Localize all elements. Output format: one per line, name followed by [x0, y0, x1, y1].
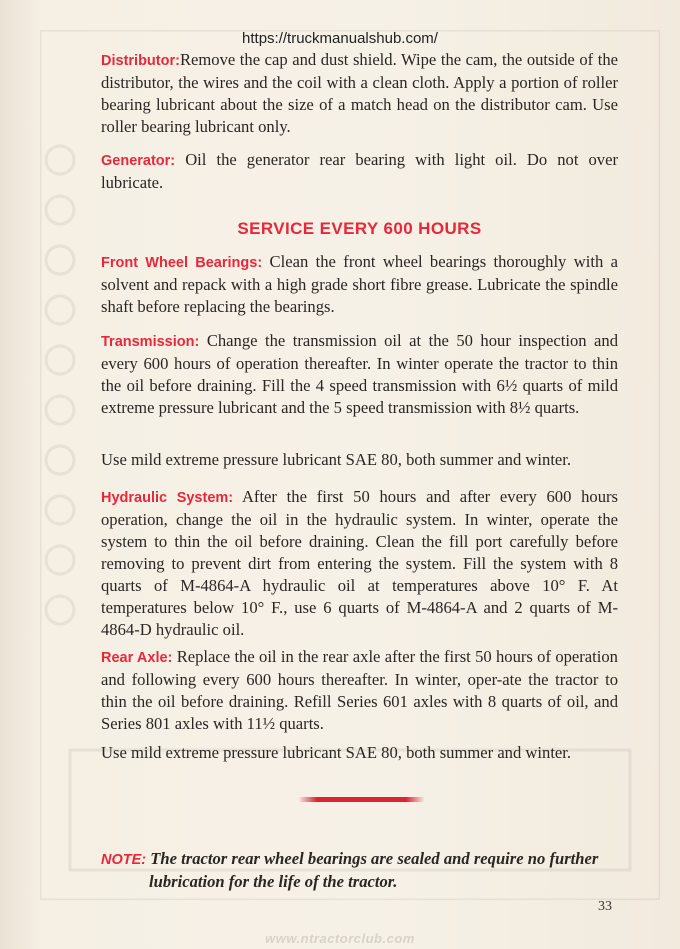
- hydraulic-lead: Hydraulic System:: [101, 490, 234, 506]
- rear-axle-paragraph: [101, 646, 618, 735]
- rear-axle-lead: Rear Axle:: [101, 650, 173, 666]
- distributor-lead: Distributor:: [101, 53, 180, 69]
- note-block: [101, 848, 621, 893]
- section-heading: SERVICE EVERY 600 HOURS: [237, 219, 482, 238]
- note-line-2: lubrication for the life of the tractor.: [149, 872, 398, 891]
- note-line-1: The tractor rear wheel bearings are sealed and require no further: [150, 849, 599, 868]
- generator-lead: Generator:: [101, 153, 176, 169]
- note-lead: NOTE:: [101, 852, 147, 868]
- rear-axle-text: Replace the oil in the rear axle after the first 50 hours of operation and following every 600 hours thereafter. In winter, oper-ate the tractor to thin the oil before draining. Refill Series 601 axles with 8 quarts of oil, and Series 801 axles with 11½ quarts.: [101, 647, 618, 733]
- red-divider: [298, 797, 425, 802]
- generator-paragraph: [101, 149, 618, 194]
- front-wheel-paragraph: [101, 251, 618, 318]
- front-wheel-text: Clean the front wheel bearings thoroughly with a solvent and repack with a high grade short fibre grease. Lubricate the spindle shaft before replacing the bearings.: [101, 252, 618, 316]
- lubricant-note-2: Use mild extreme pressure lubricant SAE 80, both summer and winter.: [101, 743, 572, 762]
- lubricant-note-1: Use mild extreme pressure lubricant SAE 80, both summer and winter.: [101, 450, 572, 469]
- page-number: 33: [598, 899, 612, 914]
- transmission-lead: Transmission:: [101, 334, 200, 350]
- source-url: https://truckmanualshub.com/: [242, 30, 438, 47]
- generator-text: Oil the generator rear bearing with light oil. Do not over lubricate.: [101, 150, 618, 192]
- front-wheel-lead: Front Wheel Bearings:: [101, 255, 263, 271]
- distributor-paragraph: [101, 49, 618, 138]
- transmission-text: Change the transmission oil at the 50 hour inspection and every 600 hours of operation thereafter. In winter operate the tractor to thin the oil before draining. Fill the 4 speed transmission with 6½ quarts of mild extreme pressure lubricant and the 5 speed transmission with 8½ quarts.: [101, 331, 618, 417]
- watermark: www.ntractorclub.com: [265, 931, 415, 946]
- hydraulic-text: After the first 50 hours and after every 600 hours operation, change the oil in the hydraulic system. In winter, operate the system to thin the oil before draining. Clean the fill port carefully before removing to prevent dirt from entering the system. Fill the system with 8 quarts of M-4864-A hydraulic oil at temperatures above 10° F. At temperatures below 10° F., use 6 quarts of M-4864-A and 2 quarts of M-4864-D hydraulic oil.: [101, 487, 618, 639]
- transmission-paragraph: [101, 330, 618, 419]
- hydraulic-paragraph: [101, 486, 618, 641]
- distributor-text: Remove the cap and dust shield. Wipe the cam, the outside of the distributor, the wires and the coil with a clean cloth. Apply a portion of roller bearing lubricant about the size of a match head on the distributor cam. Use roller bearing lubricant only.: [101, 50, 618, 136]
